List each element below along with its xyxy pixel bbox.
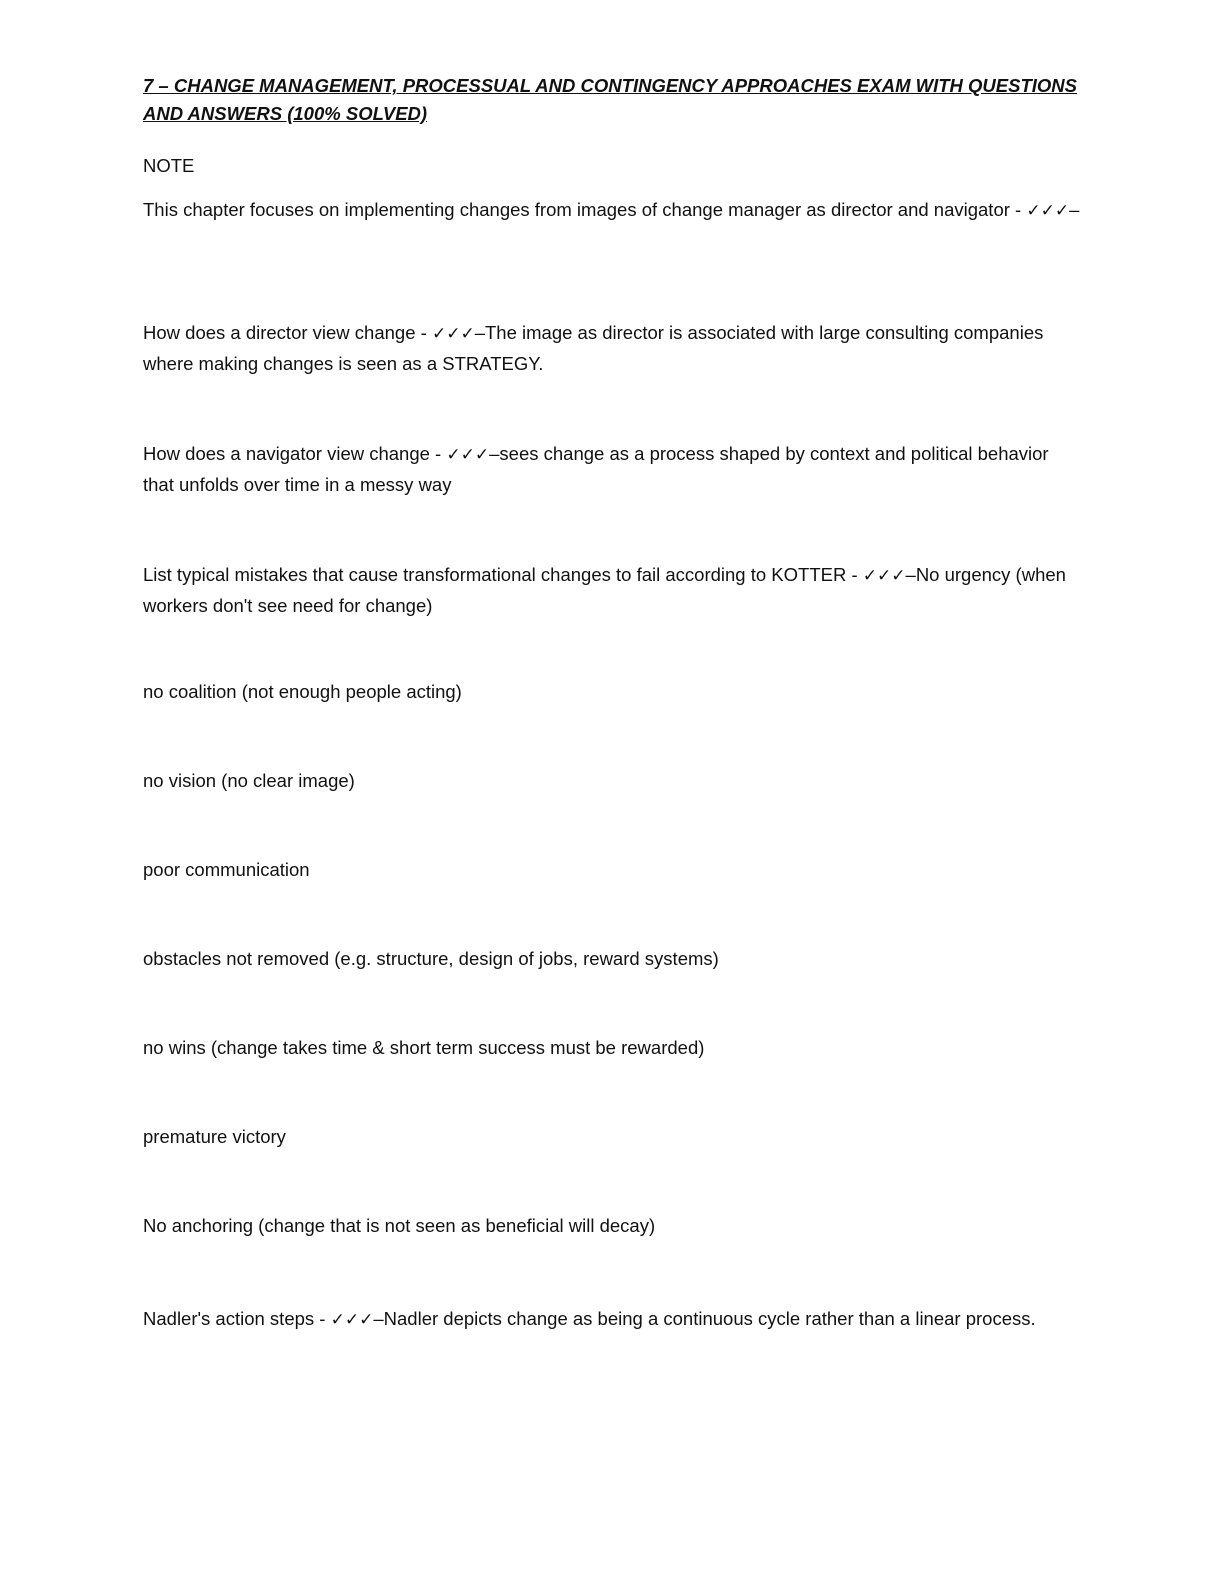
separator-dash: - [429,443,447,464]
intro-text: This chapter focuses on implementing changes from images of change manager as director and navigator [143,199,1010,220]
qa-nadler [143,1304,1083,1335]
separator-dash: - [846,564,863,585]
separator-dash: – [1069,199,1080,220]
question-text: How does a director view change [143,322,416,343]
answer-text: Nadler depicts change as being a continuous cycle rather than a linear process. [383,1308,1036,1329]
separator-dash: - [1009,199,1027,220]
separator-dash: – [905,564,916,585]
list-item: obstacles not removed (e.g. structure, design of jobs, reward systems) [143,948,719,969]
question-text: Nadler's action steps [143,1308,315,1329]
check-marks-icon: ✓✓✓ [446,445,490,465]
qa-kotter [143,560,1083,620]
check-marks-icon: ✓✓✓ [431,324,475,344]
separator-dash: - [314,1308,331,1329]
separator-dash: – [474,322,485,343]
separator-dash: - [415,322,432,343]
answer-text: sees change as a process shaped by context and political behavior that unfolds over time in a messy way [143,443,1049,495]
qa-navigator [143,439,1083,499]
question-text: How does a navigator view change [143,443,430,464]
intro-paragraph [143,195,1083,226]
answer-text: No urgency (when workers don't see need for change) [143,564,1066,616]
check-marks-icon: ✓✓✓ [330,1310,374,1330]
answer-text: The image as director is associated with large consulting companies where making changes is seen as a STRATEGY. [143,322,1044,374]
separator-dash: – [489,443,500,464]
check-marks-icon: ✓✓✓ [1026,201,1070,221]
question-text: List typical mistakes that cause transformational changes to fail according to KOTTER [143,564,847,585]
note-label: NOTE [143,155,195,176]
list-item: no coalition (not enough people acting) [143,681,462,702]
qa-director [143,318,1083,378]
list-item: premature victory [143,1126,286,1147]
separator-dash: – [373,1308,384,1329]
list-item: no vision (no clear image) [143,770,355,791]
check-marks-icon: ✓✓✓ [862,566,906,586]
list-item: poor communication [143,859,310,880]
document-title: 7 – CHANGE MANAGEMENT, PROCESSUAL AND CONTINGENCY APPROACHES EXAM WITH QUESTIONS AND ANSWERS (100% SOLVED) [143,75,1077,124]
list-item: no wins (change takes time & short term success must be rewarded) [143,1037,705,1058]
list-item: No anchoring (change that is not seen as beneficial will decay) [143,1215,656,1236]
